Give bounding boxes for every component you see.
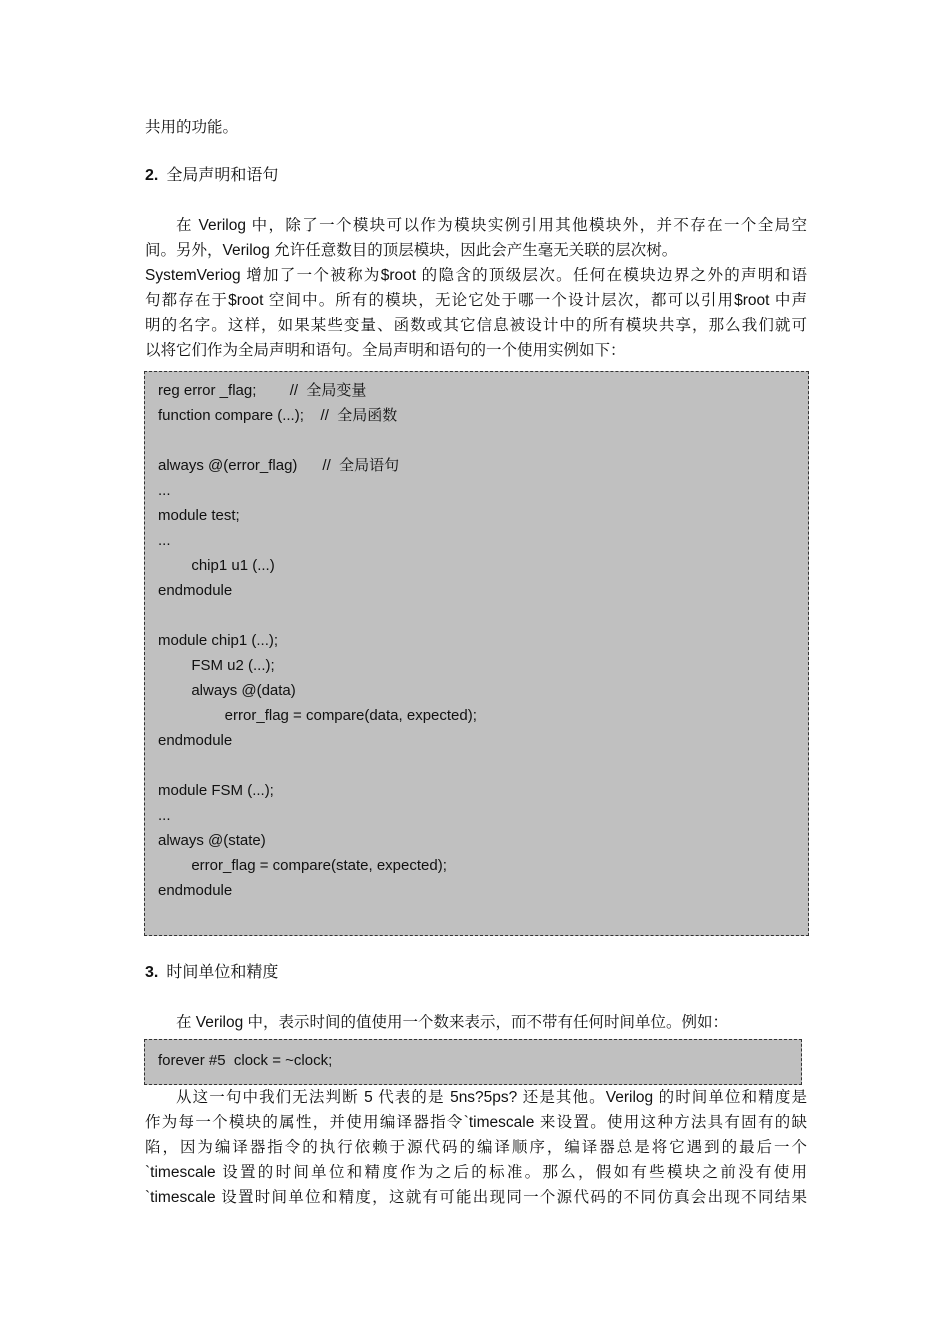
code-line: FSM u2 (...); bbox=[158, 657, 275, 674]
code-line: module chip1 (...); bbox=[158, 632, 279, 649]
code-line: endmodule bbox=[158, 732, 233, 749]
section-2-heading bbox=[145, 163, 278, 188]
code-line: endmodule bbox=[158, 582, 233, 599]
paragraph-line: 从这一句中我们无法判断 5 代表的是 5ns?5ps? 还是其他。Verilog 的时间单位和精度是 bbox=[176, 1089, 807, 1106]
section-3-heading bbox=[145, 960, 278, 985]
global-declarations-code-block bbox=[144, 371, 809, 936]
paragraph-line: `timescale 设置时间单位和精度，这就有可能出现同一个源代码的不同仿真会出现不同结果 bbox=[145, 1189, 807, 1206]
paragraph-line: 陷，因为编译器指令的执行依赖于源代码的编译顺序，编译器总是将它遇到的最后一个 bbox=[145, 1139, 807, 1156]
paragraph-line: 间。另外，Verilog 允许任意数目的顶层模块，因此会产生毫无关联的层次树。 bbox=[145, 242, 678, 259]
code-line: ... bbox=[158, 482, 171, 499]
paragraph-line: 作为每一个模块的属性，并使用编译器指令`timescale 来设置。使用这种方法具有固有的缺 bbox=[145, 1114, 807, 1131]
code-line: forever #5 clock = ~clock; bbox=[158, 1052, 333, 1069]
code-line: endmodule bbox=[158, 882, 233, 899]
paragraph-line: 明的名字。这样，如果某些变量、函数或其它信息被设计中的所有模块共享，那么我们就可 bbox=[145, 317, 807, 334]
code-line: always @(data) bbox=[158, 682, 296, 699]
intro-tail-text: 共用的功能。 bbox=[145, 119, 239, 136]
paragraph-line: `timescale 设置的时间单位和精度作为之后的标准。那么，假如有些模块之前没有使用 bbox=[145, 1164, 807, 1181]
section-3-paragraph bbox=[145, 1085, 807, 1210]
code-line: function compare (...); // 全局函数 bbox=[158, 407, 398, 424]
section-3-title: 时间单位和精度 bbox=[166, 964, 279, 981]
code-line: error_flag = compare(state, expected); bbox=[158, 857, 447, 874]
section-2-number: 2. bbox=[145, 167, 159, 184]
code-line: always @(error_flag) // 全局语句 bbox=[158, 457, 400, 474]
code-line: error_flag = compare(data, expected); bbox=[158, 707, 477, 724]
code-line: always @(state) bbox=[158, 832, 266, 849]
paragraph-line: SystemVeriog 增加了一个被称为$root 的隐含的顶级层次。任何在模块边界之外的声明和语 bbox=[145, 267, 807, 284]
code-line: ... bbox=[158, 532, 171, 549]
code-line: module test; bbox=[158, 507, 240, 524]
paragraph-line: 在 Verilog 中，除了一个模块可以作为模块实例引用其他模块外，并不存在一个全局空 bbox=[176, 217, 807, 234]
section-2-paragraph bbox=[145, 213, 807, 363]
section-3-lead-line: 在 Verilog 中，表示时间的值使用一个数来表示，而不带有任何时间单位。例如： bbox=[176, 1014, 729, 1031]
code-line: module FSM (...); bbox=[158, 782, 274, 799]
code-line: reg error _flag; // 全局变量 bbox=[158, 382, 367, 399]
paragraph-line: 句都存在于$root 空间中。所有的模块，无论它处于哪一个设计层次，都可以引用$root 中声 bbox=[145, 292, 807, 309]
paragraph-line: 以将它们作为全局声明和语句。全局声明和语句的一个使用实例如下： bbox=[145, 342, 626, 359]
section-3-number: 3. bbox=[145, 964, 159, 981]
section-2-title: 全局声明和语句 bbox=[166, 167, 279, 184]
code-line: ... bbox=[158, 807, 171, 824]
code-line: chip1 u1 (...) bbox=[158, 557, 275, 574]
forever-code-block bbox=[144, 1039, 802, 1085]
